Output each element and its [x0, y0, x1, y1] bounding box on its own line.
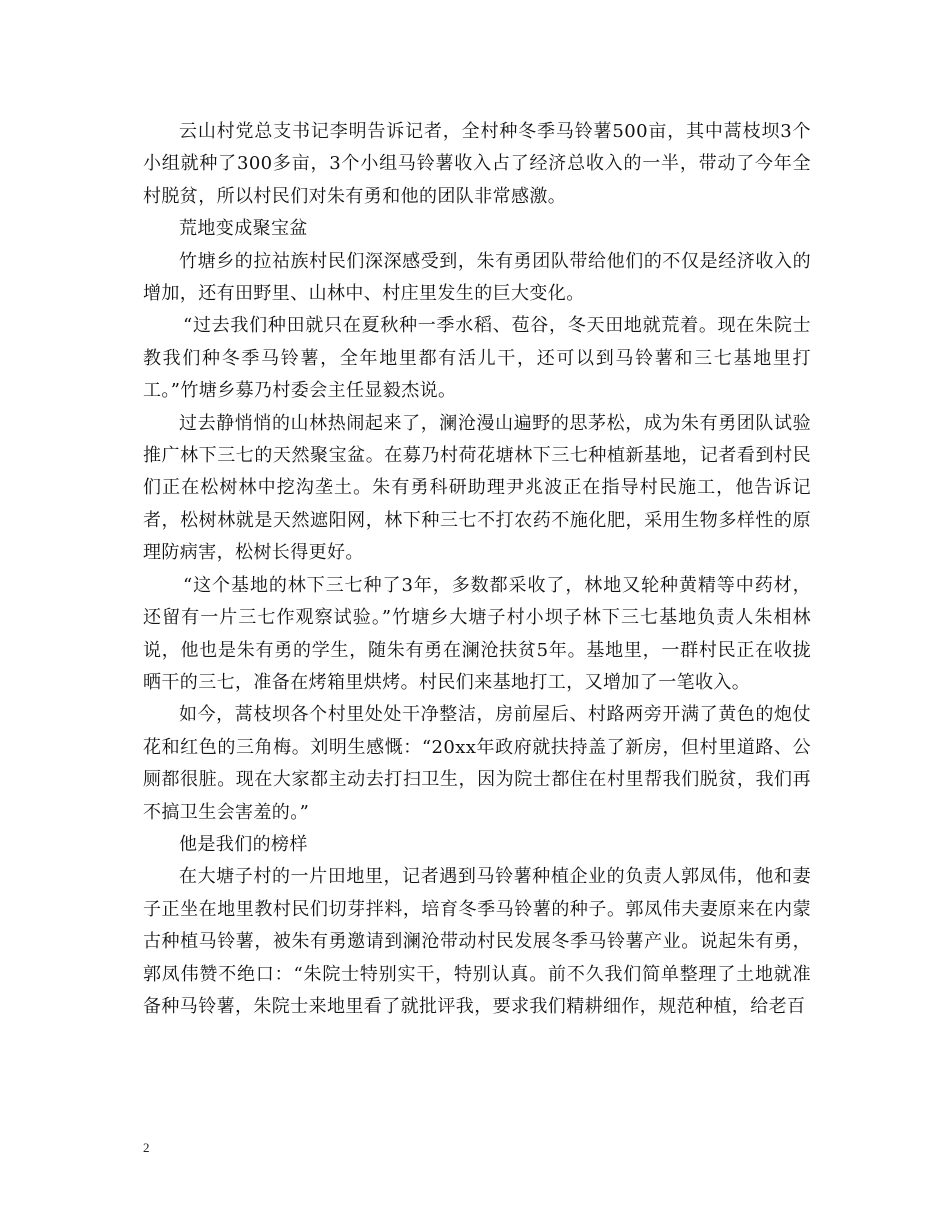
paragraph-forest-sanqi: 过去静悄悄的山林热闹起来了，澜沧漫山遍野的思茅松，成为朱有勇团队试验推广林下三七的天然聚宝盆。在募乃村荷花塘林下三七种植新基地，记者看到村民们正在松树林中挖沟垄土。朱有勇科研助理尹兆波正在指导村民施工，他告诉记者，松树林就是天然遮阳网，林下种三七不打农药不施化肥，采用生物多样性的原理防病害，松树长得更好。: [143, 412, 811, 564]
paragraph-village-secretary: 云山村党总支书记李明告诉记者，全村种冬季马铃薯500亩，其中蒿枝坝3个小组就种了300多亩，3个小组马铃薯收入占了经济总收入的一半，带动了今年全村脱贫，所以村民们对朱有勇和他的团队非常感激。: [143, 121, 811, 207]
paragraph-guo-fengwei: 在大塘子村的一片田地里，记者遇到马铃薯种植企业的负责人郭凤伟，他和妻子正坐在地里教村民们切芽拌料，培育冬季马铃薯的种子。郭凤伟夫妻原来在内蒙古种植马铃薯，被朱有勇邀请到澜沧带动村民发展冬季马铃薯产业。说起朱有勇，郭凤伟赞不绝口：“朱院士特别实干，特别认真。前不久我们简单整理了土地就准备种马铃薯，朱院士来地里看了就批评我，要求我们精耕细作，规范种植，给老百: [143, 866, 811, 1017]
section-heading-role-model: 他是我们的榜样: [179, 833, 308, 855]
paragraph-quote-village-director: “过去我们种田就只在夏秋种一季水稻、苞谷，冬天田地就荒着。现在朱院士教我们种冬季马铃薯，全年地里都有活儿干，还可以到马铃薯和三七基地里打工。”竹塘乡募乃村委会主任显毅杰说。: [143, 315, 811, 402]
paragraph-village-clean: 如今，蒿枝坝各个村里处处干净整洁，房前屋后、村路两旁开满了黄色的炮仗花和红色的三角梅。刘明生感慨：“20xx年政府就扶持盖了新房，但村里道路、公厕都很脏。现在大家都主动去打扫卫生，因为院士都住在村里帮我们脱贫，我们再不搞卫生会害羞的。”: [143, 704, 811, 823]
document-body: [143, 116, 811, 1023]
section-heading-wasteland: 荒地变成聚宝盆: [179, 218, 308, 240]
page-number: 2: [143, 1140, 150, 1155]
paragraph-quote-base-manager: “这个基地的林下三七种了3年，多数都采收了，林地又轮种黄精等中药材，还留有一片三七作观察试验。”竹塘乡大塘子村小坝子林下三七基地负责人朱相林说，他也是朱有勇的学生，随朱有勇在澜沧扶贫5年。基地里，一群村民正在收拢晒干的三七，准备在烤箱里烘烤。村民们来基地打工，又增加了一笔收入。: [143, 574, 811, 693]
paragraph-lahu-villagers: 竹塘乡的拉祜族村民们深深感受到，朱有勇团队带给他们的不仅是经济收入的增加，还有田野里、山林中、村庄里发生的巨大变化。: [143, 250, 811, 305]
